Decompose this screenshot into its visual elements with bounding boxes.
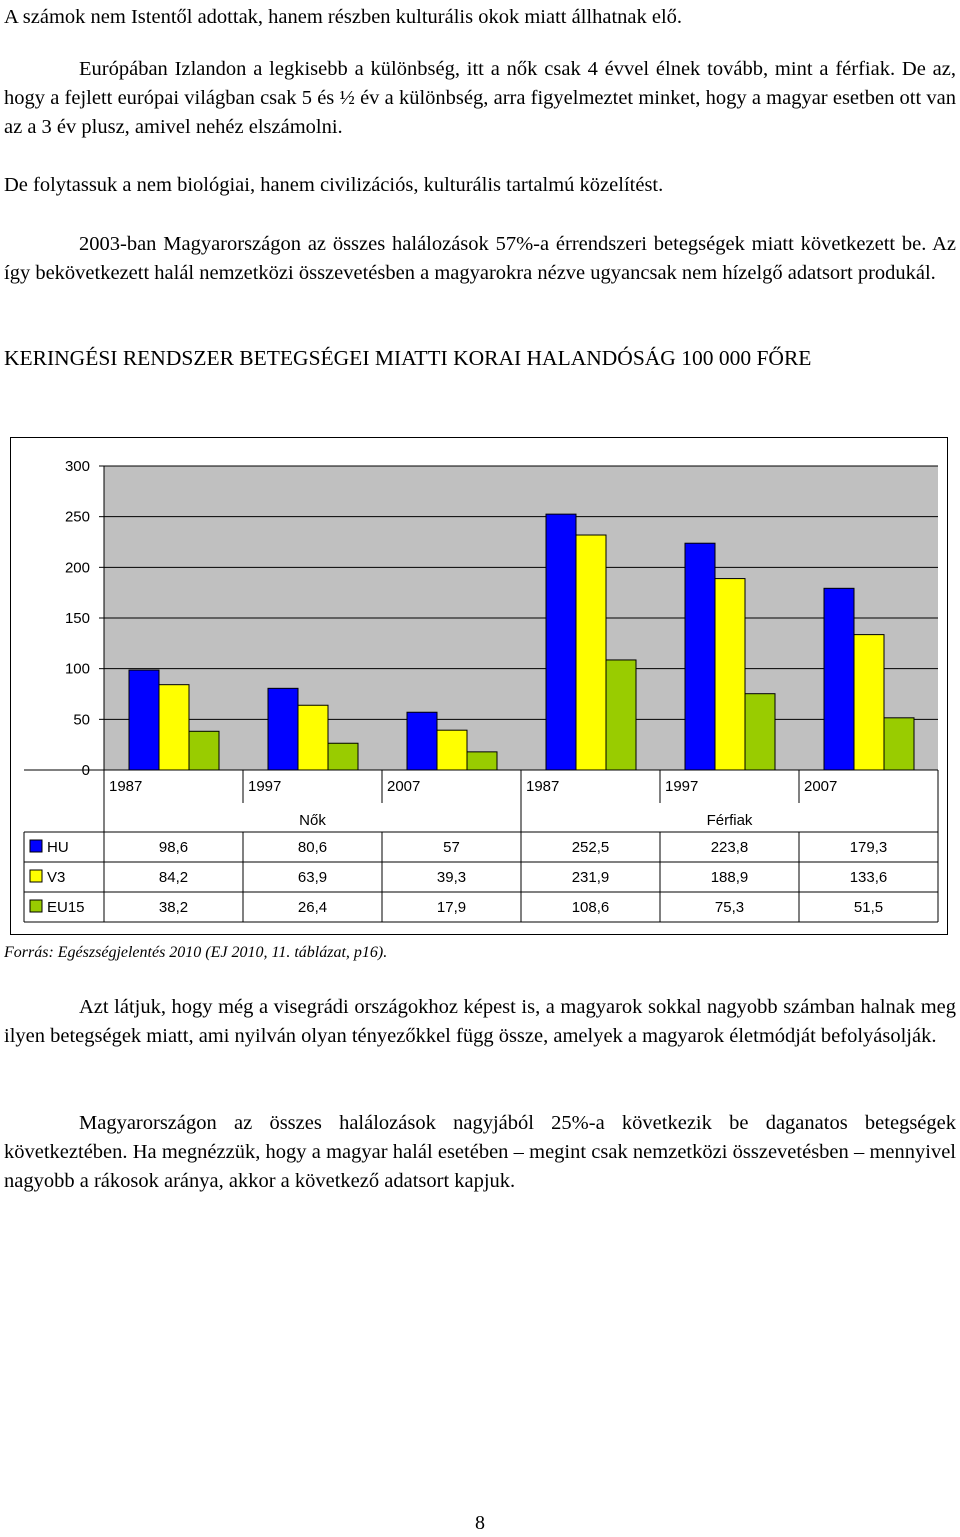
paragraph-5: Azt látjuk, hogy még a visegrádi országokhoz képest is, a magyarok sokkal nagyobb számban halnak meg ilyen betegségek miatt, ami nyilván olyan tényezőkkel függ össze, amelyek a magyarok életmódját befolyásolják.: [4, 996, 956, 1047]
page-number: 8: [475, 1512, 485, 1534]
data-label-v3: 188,9: [710, 869, 749, 886]
paragraph-4: 2003-ban Magyarországon az összes halálozások 57%-a érrendszeri betegségek miatt következett be. Az így bekövetkezett halál nemzetközi összevetésben a magyarokra nézve ugyancsak nem hízelgő adatsort produkál.: [4, 233, 956, 284]
data-label-eu15: 75,3: [714, 899, 745, 916]
bar-hu: [824, 588, 854, 770]
data-label-hu: 80,6: [297, 839, 328, 856]
x-category-label: 1987: [526, 778, 560, 795]
y-tick-label: 250: [64, 508, 90, 526]
data-label-hu: 252,5: [571, 839, 610, 856]
chart-source: Forrás: Egészségjelentés 2010 (EJ 2010, 11. táblázat, p16).: [4, 944, 388, 961]
data-label-hu: 179,3: [849, 839, 888, 856]
data-label-v3: 39,3: [436, 869, 467, 886]
x-category-label: 1987: [109, 778, 143, 795]
bar-eu15: [189, 731, 219, 770]
legend-swatch-hu: [30, 840, 42, 852]
bar-hu: [407, 712, 437, 770]
paragraph-2: Európában Izlandon a legkisebb a különbség, itt a nők csak 4 évvel élnek tovább, mint a férfiak. De az, hogy a fejlett európai világban csak 5 és ½ év a különbség, arra figyelmeztet minket, hogy a magyar esetben ott van az a 3 év plusz, amivel nehéz elszámolni.: [4, 58, 956, 138]
bar-v3: [437, 730, 467, 770]
data-label-eu15: 26,4: [297, 899, 328, 916]
mortality-bar-chart: [10, 437, 948, 935]
data-label-eu15: 51,5: [853, 899, 884, 916]
x-category-label: 2007: [387, 778, 421, 795]
legend-label-hu: HU: [47, 839, 69, 856]
data-label-v3: 63,9: [297, 869, 328, 886]
bar-v3: [576, 535, 606, 770]
y-tick-label: 100: [64, 660, 90, 678]
data-label-v3: 231,9: [571, 869, 610, 886]
data-label-eu15: 108,6: [571, 899, 610, 916]
y-tick-label: 300: [64, 458, 90, 475]
paragraph-3: De folytassuk a nem biológiai, hanem civilizációs, kulturális tartalmú közelítést.: [4, 174, 664, 196]
bar-eu15: [467, 752, 497, 770]
y-tick-label: 50: [73, 711, 90, 729]
x-category-label: 1997: [665, 778, 699, 795]
bar-hu: [685, 543, 715, 770]
paragraph-6: Magyarországon az összes halálozások nagyjából 25%-a következik be daganatos betegségek következtében. Ha megnézzük, hogy a magyar halál esetében – megint csak nemzetközi összevetésben – mennyivel nagyobb a rákosok aránya, akkor a következő adatsort kapjuk.: [4, 1112, 956, 1192]
chart-heading: KERINGÉSI RENDSZER BETEGSÉGEI MIATTI KORAI HALANDÓSÁG 100 000 FŐRE: [4, 346, 812, 370]
y-tick-label: 150: [64, 610, 90, 627]
bar-v3: [715, 579, 745, 770]
legend-label-eu15: EU15: [47, 899, 85, 916]
data-label-eu15: 17,9: [436, 899, 467, 916]
y-tick-label: 0: [81, 762, 90, 779]
legend-swatch-eu15: [30, 900, 42, 912]
x-group-label: Nők: [299, 812, 326, 829]
bar-eu15: [328, 743, 358, 770]
data-label-v3: 133,6: [849, 869, 888, 886]
bar-v3: [854, 635, 884, 770]
bar-v3: [298, 705, 328, 770]
x-category-label: 1997: [248, 778, 282, 795]
data-label-eu15: 38,2: [158, 899, 189, 916]
paragraph-1: A számok nem Istentől adottak, hanem részben kulturális okok miatt állhatnak elő.: [4, 6, 683, 28]
bar-hu: [268, 688, 298, 770]
bar-eu15: [606, 660, 636, 770]
x-category-label: 2007: [804, 778, 838, 795]
bar-eu15: [884, 718, 914, 770]
data-label-hu: 223,8: [710, 839, 749, 856]
legend-label-v3: V3: [47, 869, 66, 886]
x-group-label: Férfiak: [706, 812, 753, 829]
data-label-v3: 84,2: [158, 869, 189, 886]
data-label-hu: 98,6: [158, 839, 189, 856]
bar-hu: [129, 670, 159, 770]
y-tick-label: 200: [64, 559, 90, 577]
data-label-hu: 57: [443, 839, 460, 856]
legend-swatch-v3: [30, 870, 42, 882]
bar-v3: [159, 685, 189, 770]
bar-eu15: [745, 694, 775, 770]
bar-hu: [546, 514, 576, 770]
